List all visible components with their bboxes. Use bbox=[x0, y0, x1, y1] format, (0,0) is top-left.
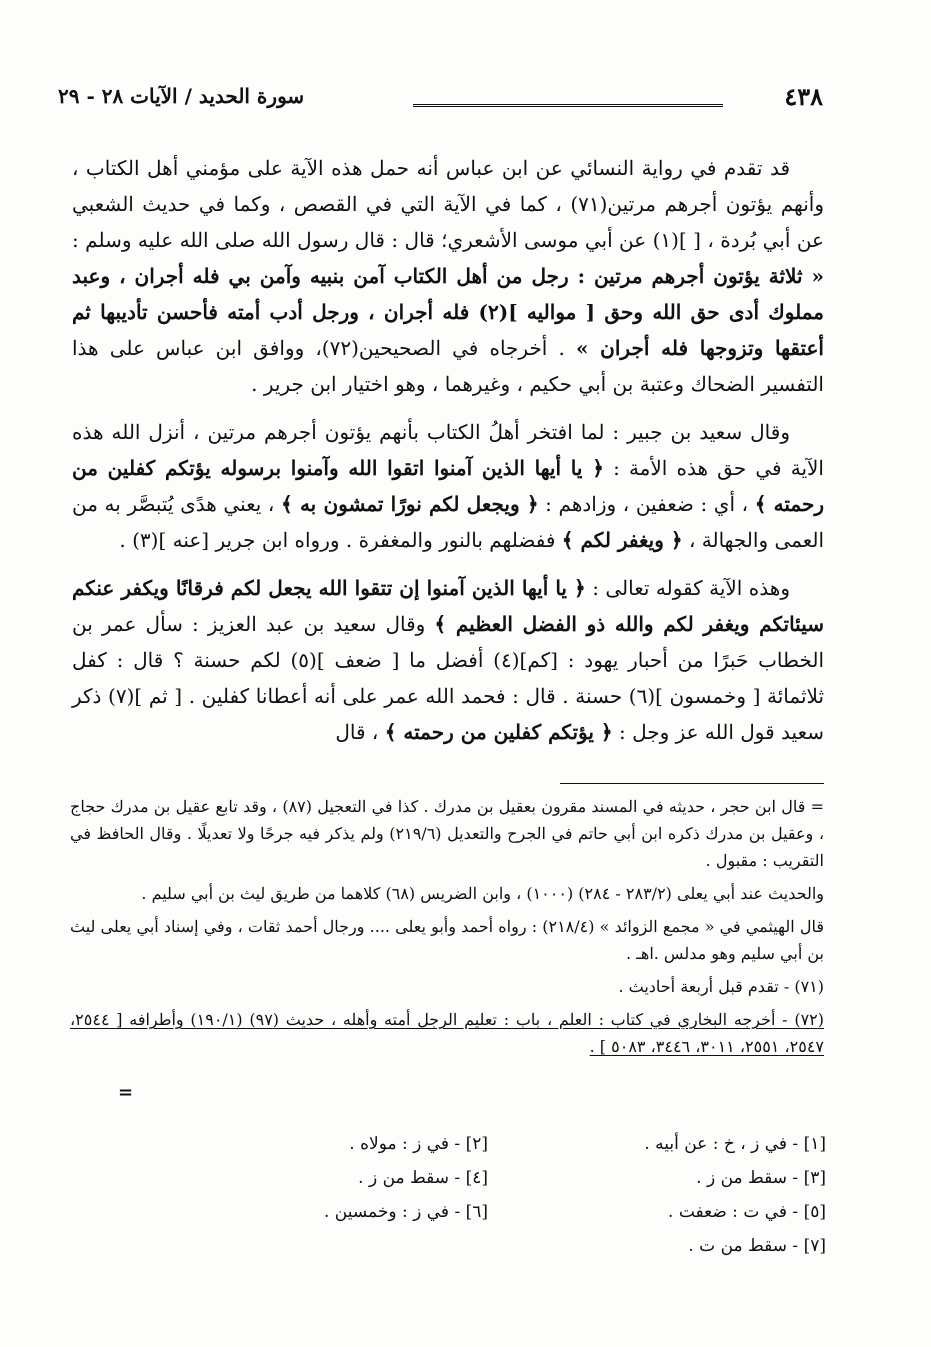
footnote: (٧١) - تقدم قبل أربعة أحاديث . bbox=[618, 977, 824, 996]
paragraph-text: وقال سعيد بن عبد العزيز : سأل عمر بن الخطاب حَبرًا من أحبار يهود : [كم](٤) أفضل ما [ ضعف ](٥) لكم حسنة ؟ قال : كفل ثلاثمائة [ وخمسون ](٦) حسنة . قال : فحمد الله عمر على أنه أعطانا كفلين . [ ثم ](٧) ذكر سعيد قول الله عز وجل : bbox=[72, 612, 825, 744]
paragraph-text: وقال سعيد بن جبير : لما افتخر أهلُ الكتاب بأنهم يؤتون أجرهم مرتين ، أنزل الله هذه الآية في حق هذه الأمة : bbox=[72, 420, 824, 480]
header-rule bbox=[413, 104, 723, 109]
paragraph-3 bbox=[72, 570, 824, 750]
variant-note: [٥] - في ت : ضعفت . bbox=[668, 1202, 826, 1222]
paragraph-text: . أخرجاه في الصحيحين(٧٢)، ووافق ابن عباس على هذا التفسير الضحاك وعتبة بن أبي حكيم ، وغيرهما ، وهو اختيار ابن جرير . bbox=[72, 336, 824, 396]
variant-note: [٣] - سقط من ز . bbox=[696, 1168, 826, 1188]
variant-note: [١] - في ز ، خ : عن أبيه . bbox=[644, 1134, 826, 1154]
footnote: والحديث عند أبي يعلى (٢٨٣/٢ - ٢٨٤) (١٠٠٠) ، وابن الضريس (٦٨) كلاهما من طريق ليث بن أبي سليم . bbox=[141, 884, 824, 903]
quran-verse: ﴿ ويغفر لكم ﴾ bbox=[561, 528, 683, 552]
paragraph-text: وهذه الآية كقوله تعالى : bbox=[585, 576, 790, 600]
paragraph-text: ، أي : ضعفين ، وزادهم : bbox=[538, 492, 755, 516]
variant-note: [٢] - في ز : مولاه . bbox=[349, 1134, 488, 1154]
paragraph-text: قد تقدم في رواية النسائي عن ابن عباس أنه حمل هذه الآية على مؤمني أهل الكتاب ، وأنهم يؤتون أجرهم مرتين(٧١) ، كما في الآية التي في القصص ، وكما في حديث الشعبي عن أبي بُردة ، [ ](١) عن أبي موسى الأشعري؛ قال : قال رسول الله صلى الله عليه وسلم : bbox=[72, 156, 825, 252]
quran-verse: ﴿ يا أيها الذين آمنوا إن تتقوا الله يجعل لكم فرقانًا ويكفر عنكم سيئاتكم ويغفر لكم والله ذو الفضل العظيم ﴾ bbox=[72, 576, 824, 636]
quran-verse: ﴿ يؤتكم كفلين من رحمته ﴾ bbox=[384, 720, 613, 744]
paragraph-2 bbox=[72, 414, 824, 558]
variant-note: [٤] - سقط من ز . bbox=[358, 1168, 488, 1188]
paragraph-text: ، يعني هدًى يُتبصَّر به من العمى والجهالة ، bbox=[72, 492, 824, 552]
page-number: ٤٣٨ bbox=[784, 82, 823, 111]
quran-verse: ﴿ يا أيها الذين آمنوا اتقوا الله وآمنوا برسوله يؤتكم كفلين من رحمته ﴾ bbox=[72, 456, 824, 516]
footnote: قال الهيثمي في « مجمع الزوائد » (٢١٨/٤) : رواه أحمد وأبو يعلى .... ورجال أحمد ثقات ، وفي إسناد أبي يعلى ليث بن أبي سليم وهو مدلس .اهـ . bbox=[70, 917, 825, 963]
variant-note: [٦] - في ز : وخمسين . bbox=[324, 1202, 488, 1222]
variant-notes bbox=[150, 1130, 826, 1260]
quran-verse: ﴿ ويجعل لكم نورًا تمشون به ﴾ bbox=[281, 492, 539, 516]
running-title: سورة الحديد / الآيات ٢٨ - ٢٩ bbox=[58, 84, 305, 108]
main-text bbox=[72, 150, 824, 762]
paragraph-1 bbox=[72, 150, 824, 402]
variant-note: [٧] - سقط من ت . bbox=[688, 1236, 826, 1256]
footnote: = قال ابن حجر ، حديثه في المسند مقرون بعقيل بن مدرك . كذا في التعجيل (٨٧) ، وقد تابع عقيل بن مدرك حجاج ، وعقيل بن مدرك ذكره ابن أبي حاتم في الجرح والتعديل (٢١٩/٦) ولم يذكر فيه جرحًا ولا تعديلًا . وقال الحافظ في التقريب : مقبول . bbox=[70, 797, 825, 870]
continuation-mark: = bbox=[118, 1082, 134, 1103]
hadith-text: « ثلاثة يؤتون أجرهم مرتين : رجل من أهل الكتاب آمن بنبيه وآمن بي فله أجران ، وعبد مملوك أدى حق الله وحق [ مواليه ](٢) فله أجران ، ورجل أدب أمته فأحسن تأديبها ثم أعتقها وتزوجها فله أجران » bbox=[72, 264, 824, 360]
paragraph-text: ، قال bbox=[335, 720, 385, 744]
footnotes bbox=[70, 793, 824, 1066]
footnote: (٧٢) - أخرجه البخاري في كتاب : العلم ، باب : تعليم الرجل أمته وأهله ، حديث (٩٧) (١٩٠/١) وأطرافه [ ٢٥٤٤، ٢٥٤٧، ٢٥٥١، ٣٠١١، ٣٤٤٦، ٥٠٨٣ ] . bbox=[70, 1010, 824, 1056]
paragraph-text: ففضلهم بالنور والمغفرة . ورواه ابن جرير [عنه ](٣) . bbox=[119, 528, 562, 552]
footnote-separator bbox=[560, 783, 824, 784]
page-header bbox=[58, 82, 823, 118]
